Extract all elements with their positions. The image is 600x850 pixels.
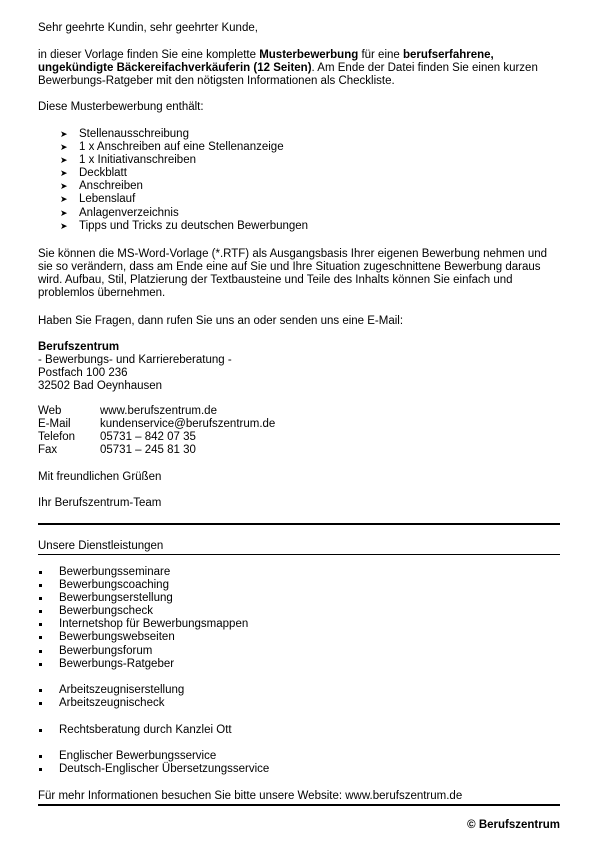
square-bullet-icon: [39, 610, 42, 613]
square-bullet-icon: [39, 597, 42, 600]
list-item-label: Rechtsberatung durch Kanzlei Ott: [59, 724, 232, 736]
phone-value: 05731 – 842 07 35: [100, 431, 196, 443]
intro-text-1: in dieser Vorlage finden Sie eine komplette: [38, 49, 260, 61]
arrow-bullet-icon: ➤: [60, 181, 68, 192]
list-item-label: Bewerbungsseminare: [59, 566, 171, 578]
list-item: [60, 193, 308, 206]
fax-value: 05731 – 245 81 30: [100, 444, 196, 456]
list-item: [38, 566, 248, 579]
list-item: [60, 141, 308, 154]
intro-text-3: . Am Ende der Datei finden Sie einen kurzen Bewerbungs-Ratgeber mit den nötigsten Informationen als Checkliste.: [38, 62, 538, 87]
square-bullet-icon: [39, 755, 42, 758]
intro-text-2: für eine: [358, 49, 403, 61]
heading-underline: [38, 554, 560, 555]
list-item: [38, 658, 248, 671]
list-item: [60, 207, 308, 220]
list-item-label: 1 x Anschreiben auf eine Stellenanzeige: [79, 141, 284, 154]
list-item-label: Bewerbungserstellung: [59, 592, 173, 605]
list-item: [38, 579, 248, 592]
intro-paragraph: [38, 49, 560, 88]
list-item: [38, 763, 269, 776]
list-item: [60, 154, 308, 167]
arrow-bullet-icon: ➤: [60, 142, 68, 153]
email-link[interactable]: kundenservice@berufszentrum.de: [100, 418, 276, 430]
list-item-label: Bewerbungscheck: [59, 605, 153, 618]
square-bullet-icon: [39, 584, 42, 587]
list-item: [60, 180, 308, 193]
services-list-3: [38, 724, 232, 737]
list-item-label: Bewerbungswebseiten: [59, 631, 175, 644]
section-divider: [38, 523, 560, 525]
table-row: [38, 405, 275, 418]
services-list-2: [38, 684, 184, 710]
list-item-label: Internetshop für Bewerbungsmappen: [59, 618, 249, 631]
company-name: Berufszentrum: [38, 341, 120, 353]
contents-list: [60, 128, 308, 233]
square-bullet-icon: [39, 636, 42, 639]
list-item-label: Deutsch-Englischer Übersetzungsservice: [59, 763, 270, 776]
list-item-label: Arbeitszeugniserstellung: [59, 684, 185, 696]
list-item: [60, 167, 308, 180]
square-bullet-icon: [39, 571, 42, 574]
square-bullet-icon: [39, 663, 42, 666]
arrow-bullet-icon: ➤: [60, 155, 68, 166]
list-item: [60, 220, 308, 233]
list-item-label: Anschreiben: [79, 180, 143, 193]
table-row: [38, 431, 275, 444]
square-bullet-icon: [39, 623, 42, 626]
list-item: [38, 618, 248, 631]
arrow-bullet-icon: ➤: [60, 129, 68, 139]
company-tagline: - Bewerbungs- und Karriereberatung -: [38, 354, 232, 366]
square-bullet-icon: [39, 729, 42, 732]
services-list-1: [38, 566, 248, 671]
arrow-bullet-icon: ➤: [60, 207, 68, 218]
contents-heading: Diese Musterbewerbung enthält:: [38, 101, 204, 113]
list-item-label: Tipps und Tricks zu deutschen Bewerbungen: [79, 219, 309, 232]
list-item-label: Deckblatt: [79, 167, 127, 180]
list-item: [38, 697, 184, 710]
intro-bold-2: berufserfahrene, ungekündigte Bäckereifachverkäuferin (12 Seiten): [38, 49, 494, 74]
list-item: [38, 645, 248, 658]
services-heading: Unsere Dienstleistungen: [38, 540, 164, 552]
list-item: [38, 592, 248, 605]
contact-table: [38, 405, 275, 457]
usage-paragraph: Sie können die MS-Word-Vorlage (*.RTF) als Ausgangsbasis Ihrer eigenen Bewerbung nehmen und sie so verändern, dass am Ende eine auf Sie und Ihre Situation zugeschnittene Bewerbung daraus wird. Aufbau, Stil, Platzierung der Textbausteine und Teile des Inhalts können Sie einfach und problemlos übernehmen.: [38, 248, 548, 299]
list-item-label: Bewerbungsforum: [59, 644, 153, 657]
arrow-bullet-icon: ➤: [60, 194, 68, 205]
table-row: [38, 418, 275, 431]
list-item-label: Arbeitszeugnischeck: [59, 697, 165, 710]
copyright: © Berufszentrum: [467, 819, 560, 831]
questions-paragraph: Haben Sie Fragen, dann rufen Sie uns an oder senden uns eine E-Mail:: [38, 315, 404, 327]
fax-label: Fax: [38, 444, 58, 456]
closing-greeting: Mit freundlichen Grüßen: [38, 471, 162, 483]
address-block: [38, 341, 232, 393]
list-item: [60, 128, 308, 141]
list-item-label: Anlagenverzeichnis: [79, 206, 179, 219]
signoff: Ihr Berufszentrum-Team: [38, 497, 162, 509]
email-label: E-Mail: [38, 418, 71, 430]
postbox: Postfach 100 236: [38, 367, 128, 379]
table-row: [38, 444, 275, 457]
web-label: Web: [38, 405, 62, 417]
square-bullet-icon: [39, 650, 42, 653]
web-link[interactable]: www.berufszentrum.de: [100, 405, 217, 417]
list-item-label: 1 x Initiativanschreiben: [79, 154, 196, 167]
services-list-4: [38, 750, 269, 776]
footer-divider: [38, 804, 560, 806]
list-item-label: Bewerbungs-Ratgeber: [59, 657, 175, 670]
city: 32502 Bad Oeynhausen: [38, 380, 163, 392]
square-bullet-icon: [39, 689, 42, 692]
list-item-label: Englischer Bewerbungsservice: [59, 750, 217, 762]
list-item: [38, 724, 232, 737]
list-item-label: Stellenausschreibung: [79, 128, 189, 140]
list-item: [38, 605, 248, 618]
list-item: [38, 631, 248, 644]
arrow-bullet-icon: ➤: [60, 168, 68, 179]
square-bullet-icon: [39, 702, 42, 705]
list-item: [38, 750, 269, 763]
phone-label: Telefon: [38, 431, 76, 443]
list-item: [38, 684, 184, 697]
list-item-label: Bewerbungscoaching: [59, 579, 169, 592]
list-item-label: Lebenslauf: [79, 193, 136, 206]
salutation: Sehr geehrte Kundin, sehr geehrter Kunde,: [38, 22, 258, 34]
intro-bold-1: Musterbewerbung: [259, 49, 359, 61]
arrow-bullet-icon: ➤: [60, 220, 68, 231]
more-info-text: Für mehr Informationen besuchen Sie bitte unsere Website: www.berufszentrum.de: [38, 790, 463, 802]
square-bullet-icon: [39, 768, 42, 771]
